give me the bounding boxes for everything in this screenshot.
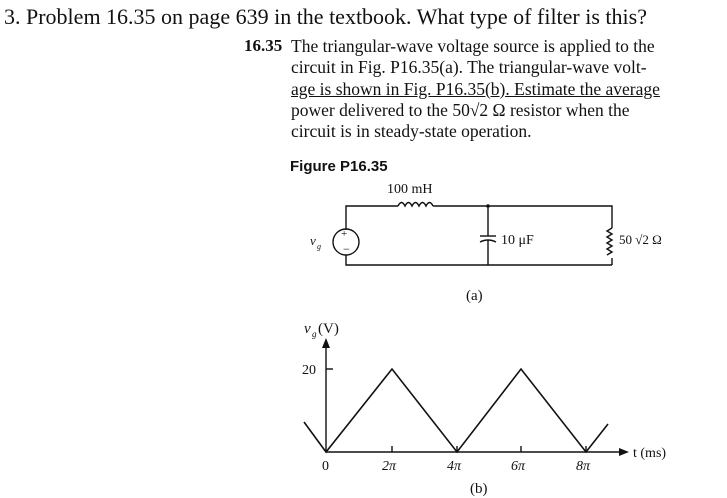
x-tick-label-2pi: 2π	[382, 459, 397, 474]
capacitor-label: 10 μF	[501, 233, 534, 248]
source-label: v	[310, 233, 316, 248]
x-tick-label-6pi: 6π	[511, 459, 526, 474]
question-title: 3. Problem 16.35 on page 639 in the textbook. What type of filter is this?	[4, 4, 647, 29]
x-tick-label-0: 0	[322, 459, 329, 474]
source-minus: −	[343, 242, 350, 256]
problem-line: circuit is in steady-state operation.	[291, 121, 532, 142]
circuit-wire-bottom	[346, 255, 612, 265]
inductor-label: 100 mH	[387, 182, 433, 197]
waveform-caption: (b)	[470, 481, 488, 497]
circuit-caption: (a)	[466, 288, 483, 304]
circuit-wire-top-left	[346, 206, 398, 230]
waveform-xlabel: t (ms)	[633, 446, 667, 461]
problem-line: age is shown in Fig. P16.35(b). Estimate the average	[291, 78, 660, 99]
problem-line: power delivered to the 50√2 Ω resistor when the	[291, 99, 630, 120]
inductor-coil	[398, 203, 433, 207]
problem-line: The triangular-wave voltage source is applied to the	[291, 36, 655, 56]
waveform-ylabel-sub: g	[312, 329, 317, 339]
y-axis-arrowhead	[322, 338, 330, 348]
waveform-ylabel: v	[304, 321, 311, 337]
triangular-waveform	[304, 369, 608, 452]
x-tick-label-4pi: 4π	[447, 459, 462, 474]
capacitor-node-dot	[486, 204, 490, 208]
problem-line: circuit in Fig. P16.35(a). The triangular-wave volt-	[291, 57, 647, 78]
source-plus: +	[341, 228, 348, 240]
source-subscript: g	[317, 242, 321, 251]
resistor-zigzag	[607, 228, 612, 255]
waveform-ylabel-unit: (V)	[318, 321, 339, 337]
resistor-label: 50 √2 Ω	[619, 232, 662, 247]
x-tick-label-8pi: 8π	[576, 459, 591, 474]
figure-label: Figure P16.35	[290, 158, 388, 175]
y-tick-label: 20	[302, 363, 316, 378]
problem-number: 16.35	[244, 36, 283, 55]
circuit-wire-top-right	[433, 206, 612, 228]
x-axis-arrowhead	[619, 448, 629, 456]
